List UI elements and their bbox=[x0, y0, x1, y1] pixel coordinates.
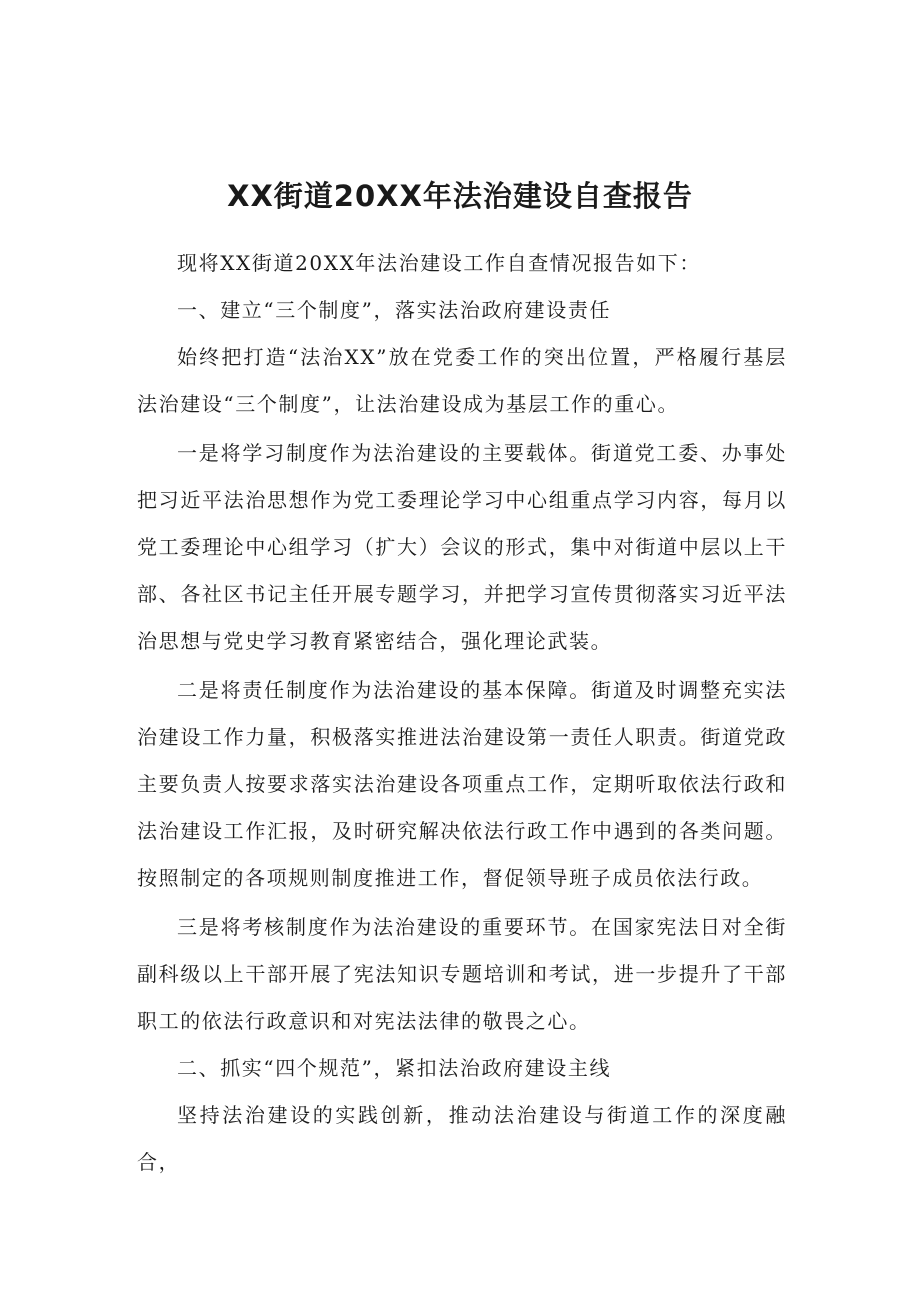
section-heading-2: 二、抓实“四个规范”，紧扣法治政府建设主线 bbox=[177, 1056, 612, 1080]
intro-paragraph: 现将XX街道20XX年法治建设工作自查情况报告如下： bbox=[177, 251, 702, 275]
body-paragraph: 始终把打造“法治XX”放在党委工作的突出位置，严格履行基层法治建设“三个制度”，让法治建设成为基层工作的重心。 bbox=[137, 345, 787, 416]
body-paragraph: 坚持法治建设的实践创新，推动法治建设与街道工作的深度融合， bbox=[137, 1103, 787, 1174]
document-title: XX街道20XX年法治建设自查报告 bbox=[227, 179, 693, 213]
document-body bbox=[137, 240, 787, 1186]
section-heading-1: 一、建立“三个制度”，落实法治政府建设责任 bbox=[177, 298, 612, 322]
body-paragraph: 三是将考核制度作为法治建设的重要环节。在国家宪法日对全街副科级以上干部开展了宪法知识专题培训和考试，进一步提升了干部职工的依法行政意识和对宪法法律的敬畏之心。 bbox=[137, 915, 787, 1033]
body-paragraph: 一是将学习制度作为法治建设的主要载体。街道党工委、办事处把习近平法治思想作为党工委理论学习中心组重点学习内容，每月以党工委理论中心组学习（扩大）会议的形式，集中对街道中层以上干部、各社区书记主任开展专题学习，并把学习宣传贯彻落实习近平法治思想与党史学习教育紧密结合，强化理论武装。 bbox=[137, 441, 787, 653]
body-paragraph: 二是将责任制度作为法治建设的基本保障。街道及时调整充实法治建设工作力量，积极落实推进法治建设第一责任人职责。街道党政主要负责人按要求落实法治建设各项重点工作，定期听取依法行政和法治建设工作汇报，及时研究解决依法行政工作中遇到的各类问题。按照制定的各项规则制度推进工作，督促领导班子成员依法行政。 bbox=[137, 678, 787, 890]
